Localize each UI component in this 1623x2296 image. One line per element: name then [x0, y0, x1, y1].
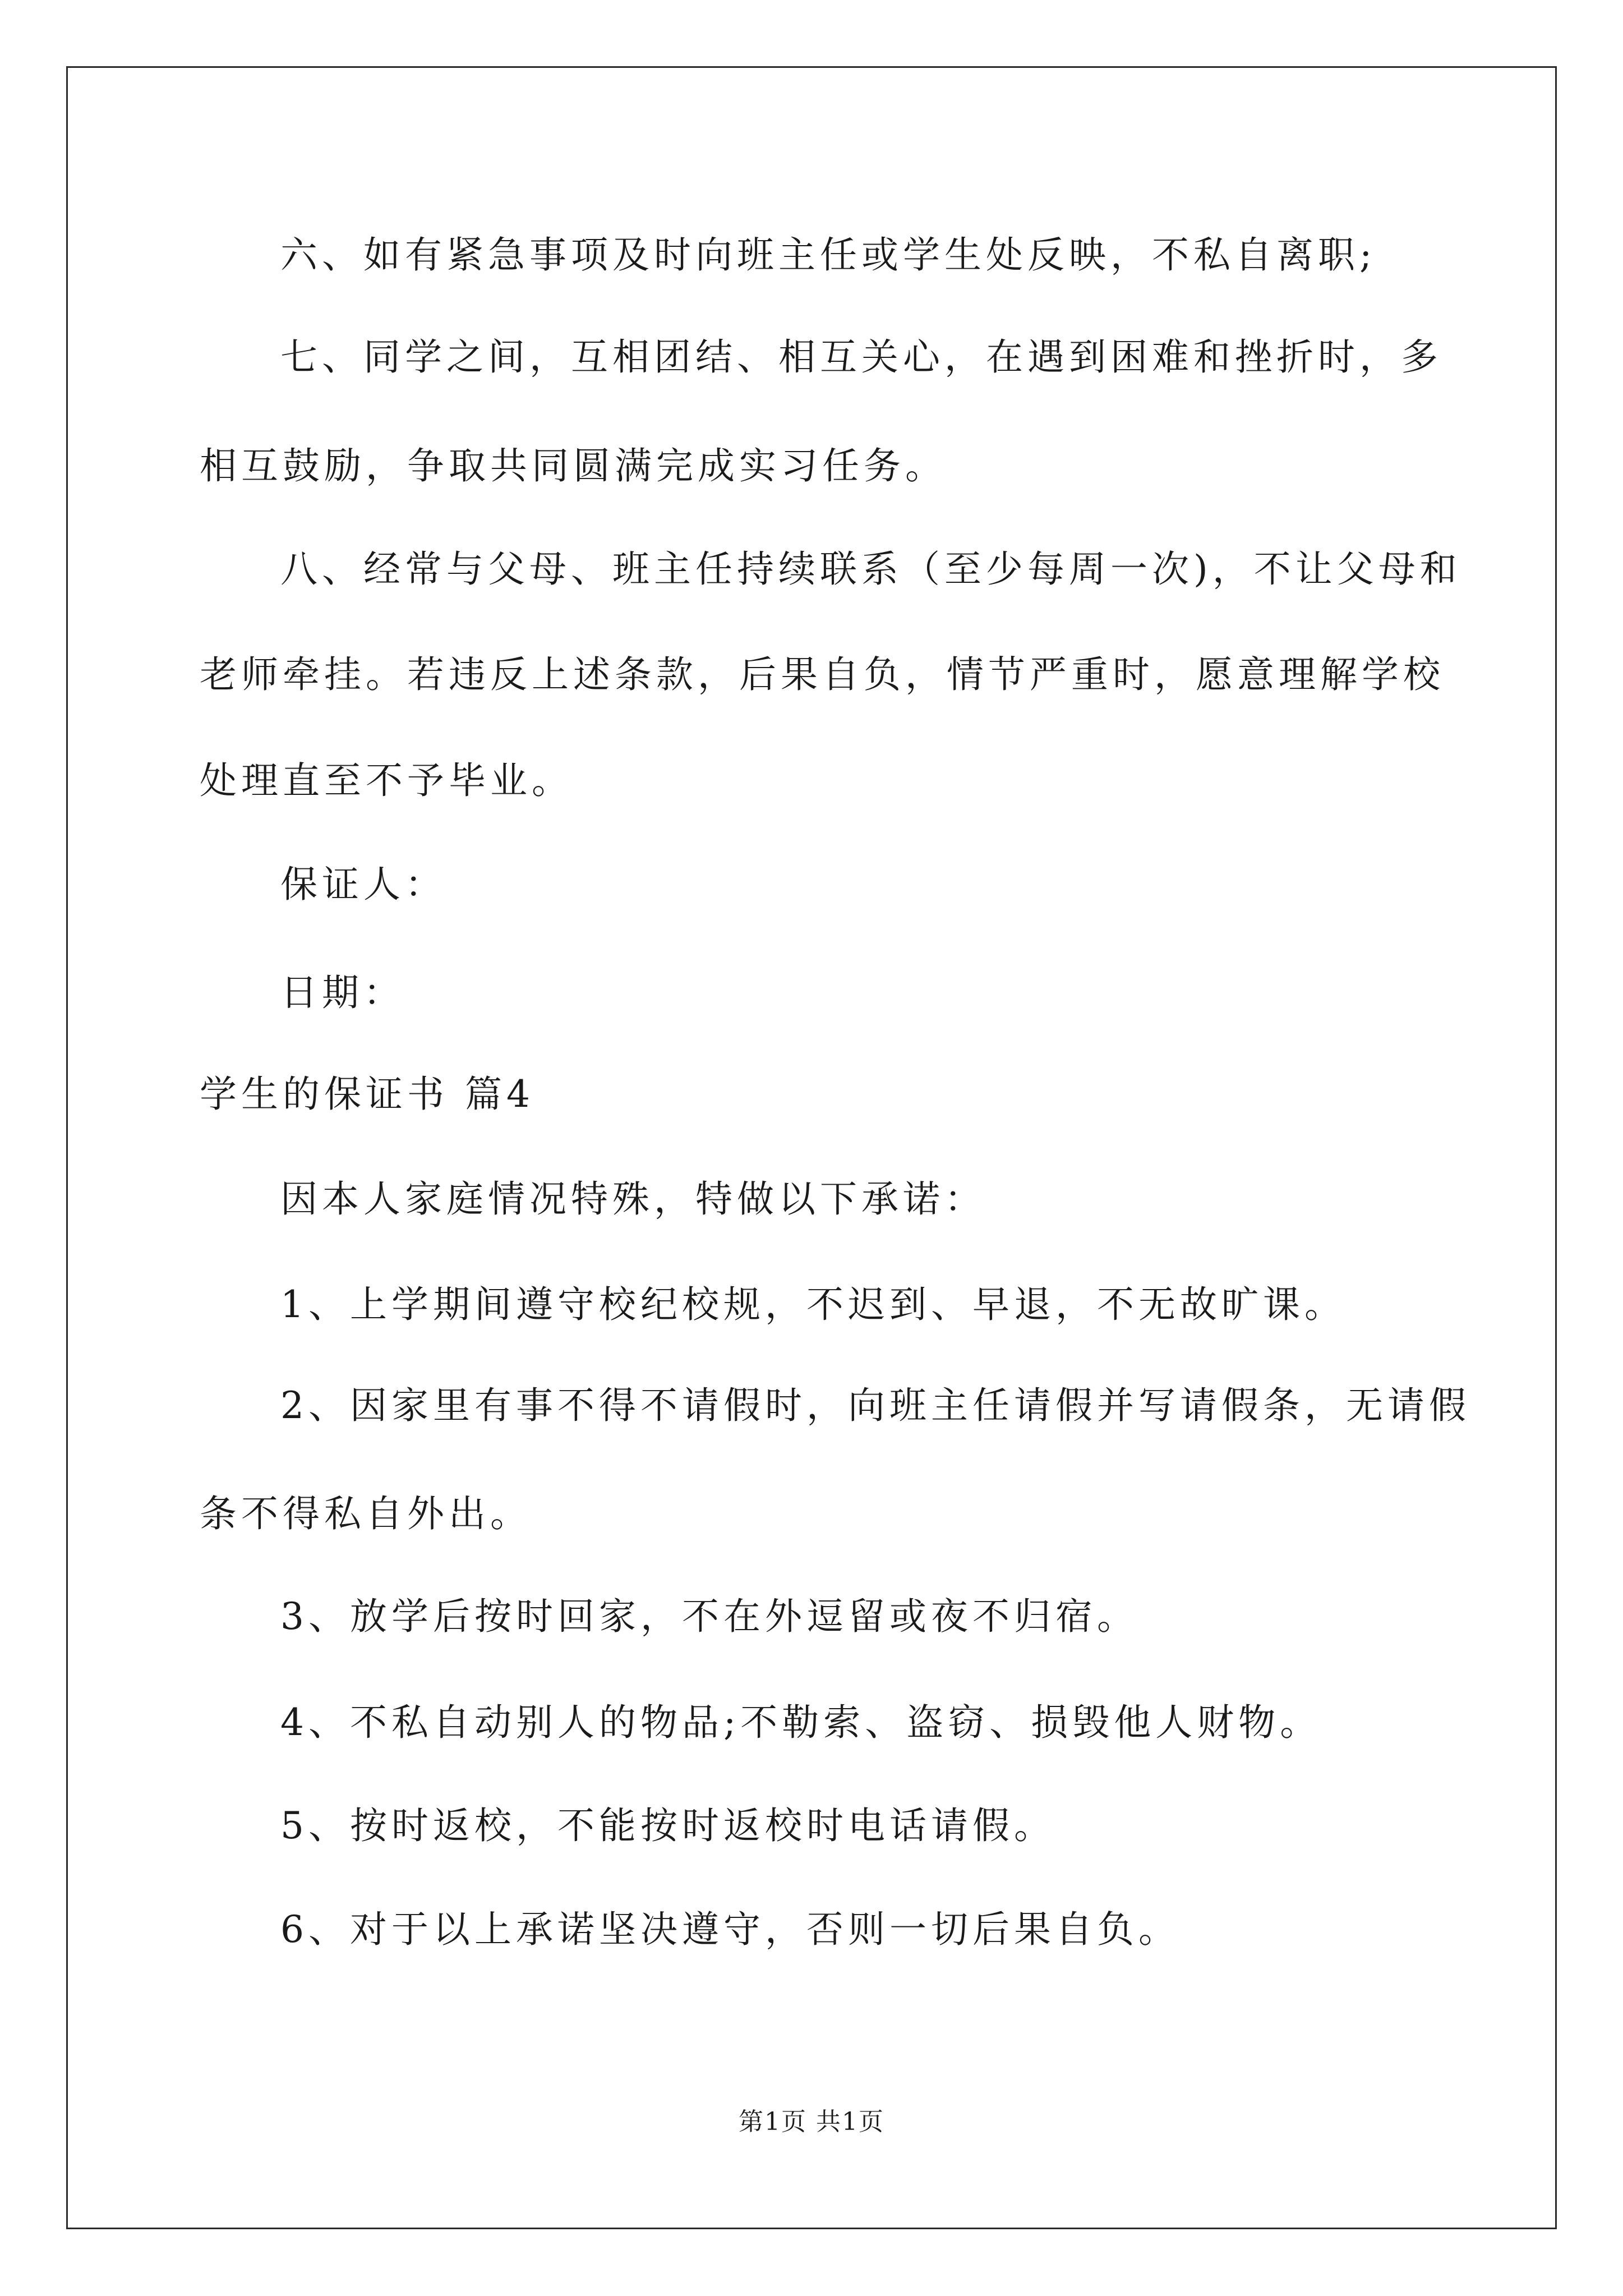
- list-item: 4、不私自动别人的物品;不勒索、盗窃、损毁他人财物。: [280, 1701, 1322, 1744]
- paragraph-line: 八、经常与父母、班主任持续联系（至少每周一次)，不让父母和: [280, 547, 1461, 591]
- page-number: 第1页 共1页: [739, 2108, 884, 2136]
- page-border: [66, 66, 1557, 2229]
- paragraph-line: 相互鼓励，争取共同圆满完成实习任务。: [200, 444, 947, 487]
- list-item: 6、对于以上承诺坚决遵守，否则一切后果自负。: [280, 1908, 1180, 1951]
- list-item: 3、放学后按时回家，不在外逗留或夜不归宿。: [280, 1595, 1138, 1638]
- paragraph-line: 老师牵挂。若违反上述条款，后果自负，情节严重时，愿意理解学校: [200, 653, 1445, 696]
- paragraph-line: 七、同学之间，互相团结、相互关心，在遇到困难和挫折时，多: [280, 335, 1442, 379]
- section-heading: 学生的保证书 篇4: [200, 1073, 534, 1116]
- list-item: 2、因家里有事不得不请假时，向班主任请假并写请假条，无请假: [280, 1384, 1470, 1427]
- list-item: 1、上学期间遵守校纪校规，不迟到、早退，不无故旷课。: [280, 1283, 1346, 1326]
- paragraph-line: 六、如有紧急事项及时向班主任或学生处反映，不私自离职;: [280, 233, 1377, 277]
- list-item: 5、按时返校，不能按时返校时电话请假。: [280, 1804, 1055, 1847]
- paragraph-line: 处理直至不予毕业。: [200, 759, 573, 802]
- signature-label: 保证人：: [280, 863, 446, 906]
- list-item-continuation: 条不得私自外出。: [200, 1492, 532, 1535]
- paragraph-line: 因本人家庭情况特殊，特做以下承诺：: [280, 1177, 986, 1221]
- date-label: 日期：: [280, 971, 405, 1014]
